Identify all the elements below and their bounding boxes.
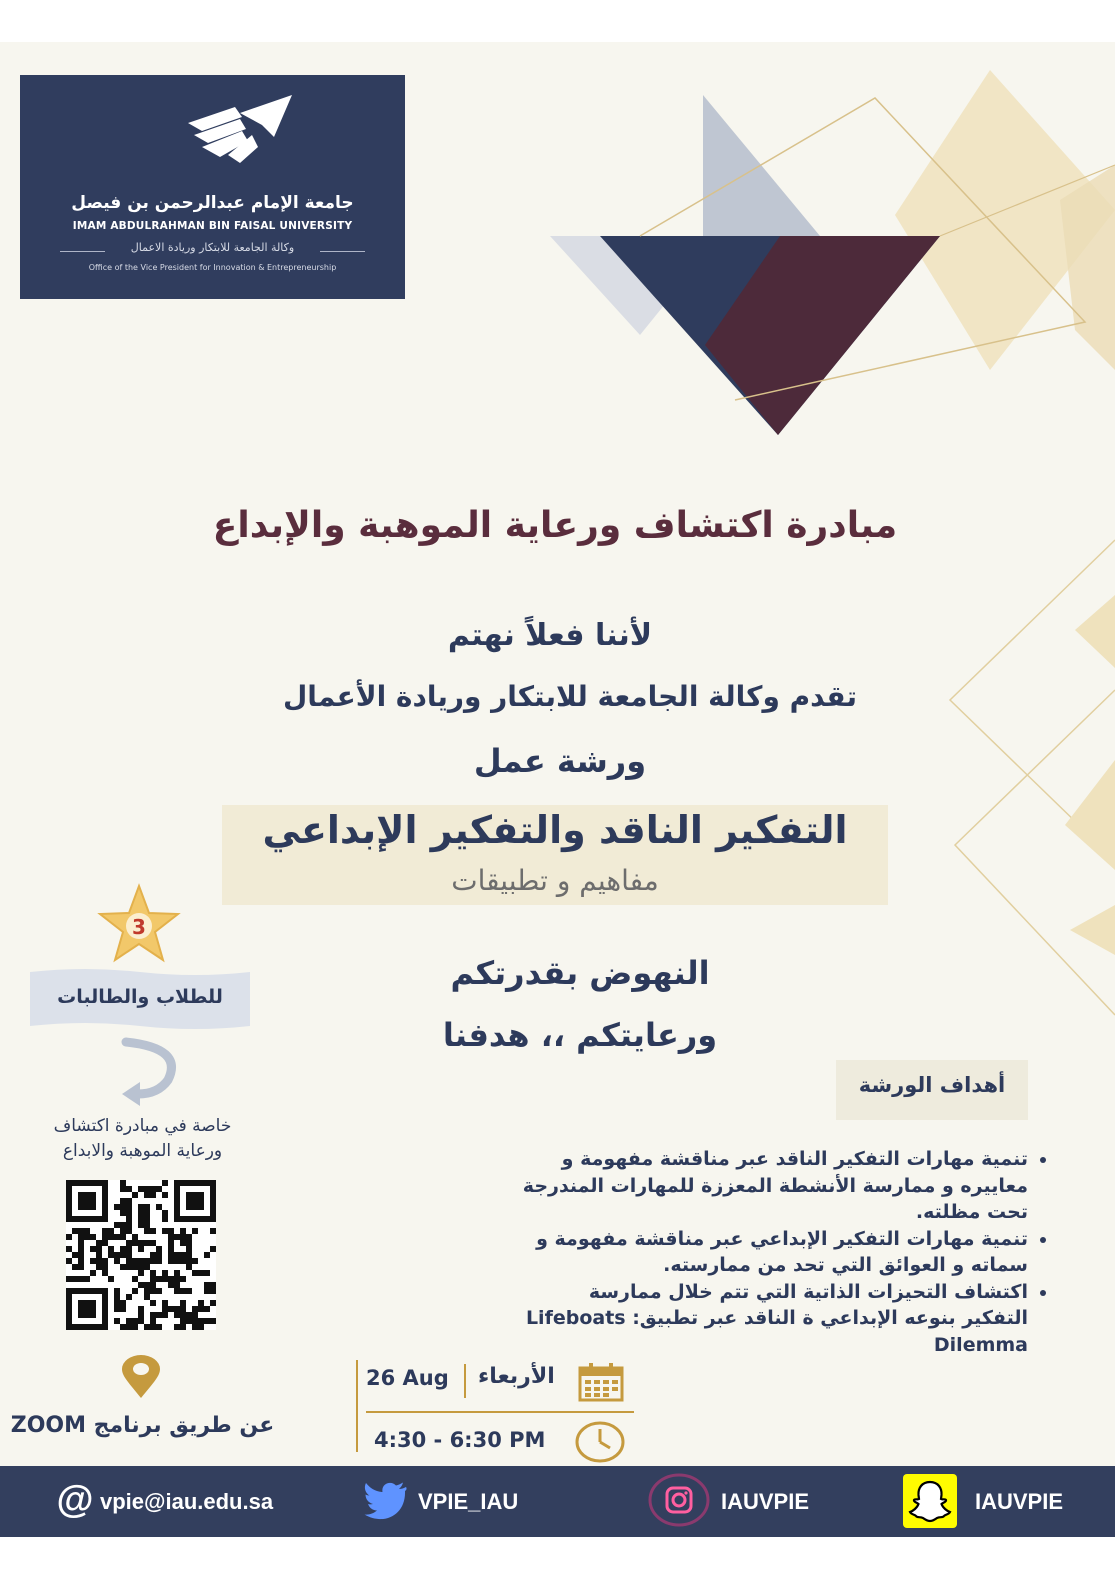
- curved-arrow-icon: [118, 1036, 188, 1106]
- goal-item: • تنمية مهارات التفكير الإبداعي عبر مناقشة مفهومة و سماته و العوائق التي تحد من ممارسته.: [520, 1226, 1028, 1279]
- footer-twitter[interactable]: VPIE_IAU: [418, 1489, 519, 1514]
- workshop-title: التفكير الناقد والتفكير الإبداعي: [262, 808, 848, 852]
- university-emblem-icon: [180, 95, 300, 175]
- star-number: 3: [132, 915, 146, 939]
- star-icon: [96, 882, 182, 968]
- slogan-line-1: النهوض بقدرتكم: [450, 954, 710, 992]
- logo-name-arabic: جامعة الإمام عبدالرحمن بن فيصل: [71, 193, 354, 213]
- goal-item: • اكتشاف التحيزات الذاتية التي تتم خلال ممارسة التفكير بنوعه الإبداعي ة الناقد عبر تطبيق: Lifeboats Dilemma: [520, 1279, 1028, 1359]
- svg-text:@: @: [56, 1479, 94, 1519]
- schedule-divider: [356, 1360, 358, 1452]
- footer-email[interactable]: vpie@iau.edu.sa: [100, 1489, 274, 1514]
- qr-code[interactable]: [66, 1180, 216, 1330]
- initiative-note: [20, 1114, 265, 1164]
- footer-snapchat[interactable]: IAUVPIE: [975, 1489, 1064, 1514]
- twitter-icon: [364, 1479, 408, 1523]
- audience-label: للطلاب والطالبات: [57, 986, 223, 1008]
- logo-office-arabic: وكالة الجامعة للابتكار وريادة الاعمال: [130, 241, 295, 254]
- goals-list: [520, 1146, 1056, 1358]
- event-date: 26 Aug: [366, 1366, 449, 1390]
- clock-icon: [574, 1420, 626, 1464]
- note-line-1: خاصة في مبادرة اكتشاف: [53, 1116, 232, 1136]
- snapchat-icon: [903, 1474, 957, 1528]
- slogan-line-2: ورعايتكم ،، هدفنا: [442, 1016, 718, 1054]
- workshop-subtitle: مفاهيم و تطبيقات: [451, 864, 659, 897]
- bottom-margin: [0, 1537, 1115, 1579]
- schedule-divider: [464, 1364, 466, 1398]
- initiative-headline: مبادرة اكتشاف ورعاية الموهبة والإبداع: [212, 505, 898, 546]
- calendar-icon: [577, 1362, 625, 1402]
- goals-heading: أهداف الورشة: [858, 1073, 1006, 1097]
- intro-line-2: تقدم وكالة الجامعة للابتكار وريادة الأعمال: [283, 680, 857, 713]
- note-line-2: ورعاية الموهبة والابداع: [62, 1141, 223, 1161]
- intro-line-1: لأننا فعلاً نهتم: [447, 618, 653, 653]
- footer-instagram[interactable]: IAUVPIE: [721, 1489, 810, 1514]
- schedule-divider: [366, 1411, 634, 1413]
- instagram-icon: [648, 1473, 710, 1527]
- logo-name-english: IMAM ABDULRAHMAN BIN FAISAL UNIVERSITY: [72, 220, 353, 232]
- logo-office-english: Office of the Vice President for Innovation & Entrepreneurship: [88, 263, 337, 272]
- location-pin-icon: [118, 1354, 164, 1400]
- event-time: 4:30 - 6:30 PM: [374, 1428, 546, 1452]
- location-text: عن طريق برنامج ZOOM: [10, 1413, 275, 1438]
- event-day: الأربعاء: [478, 1364, 555, 1389]
- goal-item: • تنمية مهارات التفكير الناقد عبر مناقشة مفهومة و معاييره و ممارسة الأنشطة المعززة للمهارات المندرجة تحت مظلته.: [520, 1146, 1028, 1226]
- intro-line-3: ورشة عمل: [473, 742, 647, 780]
- at-icon: [55, 1479, 95, 1519]
- university-logo: [20, 75, 405, 299]
